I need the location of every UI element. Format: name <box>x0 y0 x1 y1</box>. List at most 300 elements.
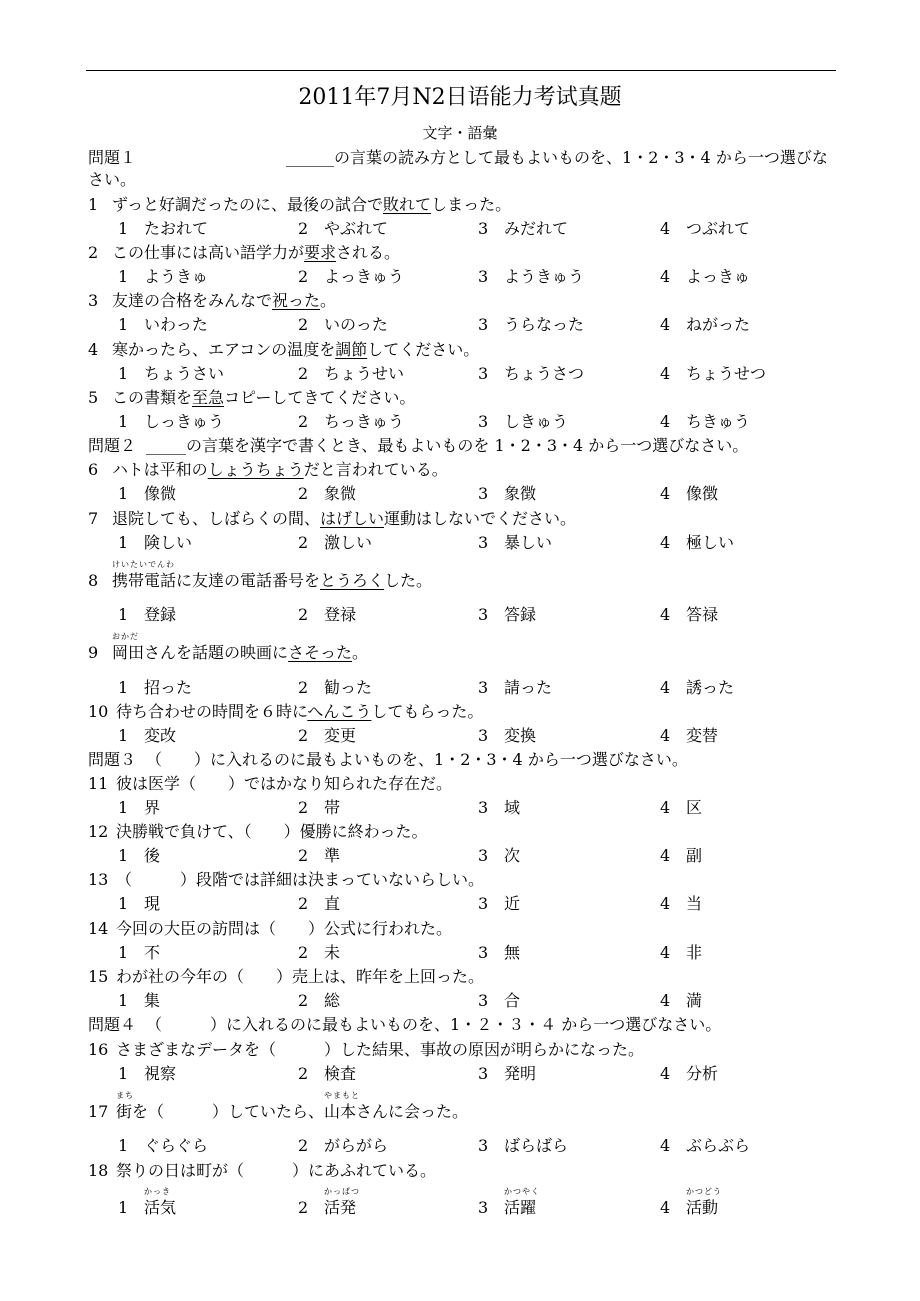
answer-option[interactable] <box>298 1135 388 1157</box>
answer-option[interactable] <box>478 725 536 747</box>
answer-option[interactable] <box>478 1187 540 1219</box>
option-number: 4 <box>660 605 671 624</box>
question-number: 14 <box>88 919 109 938</box>
option-number: 4 <box>660 484 671 503</box>
option-text: がらがら <box>324 1136 389 1155</box>
options-row <box>0 1187 920 1219</box>
section-label: 問題３ <box>88 750 137 769</box>
answer-option[interactable] <box>298 363 404 385</box>
answer-option[interactable] <box>478 942 520 964</box>
option-text: 区 <box>686 798 703 817</box>
option-text: 象微 <box>324 484 357 503</box>
question-text: さんを話題の映画に <box>144 643 289 662</box>
answer-option[interactable] <box>478 483 536 505</box>
answer-option[interactable] <box>118 1135 208 1157</box>
answer-option[interactable] <box>660 725 718 747</box>
option-number: 1 <box>118 364 129 383</box>
answer-option[interactable] <box>118 363 224 385</box>
option-number: 3 <box>478 991 489 1010</box>
section-text: （ ）に入れるのに最もよいものを、1・2・3・4 から一つ選びなさい。 <box>146 750 688 769</box>
ruby-base: 岡田 <box>112 643 145 662</box>
option-text: 無 <box>504 943 521 962</box>
option-number: 4 <box>660 364 671 383</box>
option-text: 請った <box>504 678 553 697</box>
answer-option[interactable] <box>298 990 340 1012</box>
question-number: 11 <box>88 774 109 793</box>
answer-option[interactable] <box>118 1187 177 1219</box>
question-number: 18 <box>88 1161 109 1180</box>
question-text: 彼は医学（ ）ではかなり知られた存在だ。 <box>116 774 453 793</box>
option-text: みだれて <box>504 219 569 238</box>
option-text: いのった <box>324 315 388 334</box>
question-6 <box>88 459 834 481</box>
question-number: 4 <box>88 340 99 359</box>
options-row <box>0 1063 920 1085</box>
option-number: 1 <box>118 678 129 697</box>
question-text: ずっと好調だったのに、最後の試合で <box>112 195 384 214</box>
option-number: 3 <box>478 533 489 552</box>
option-number: 4 <box>660 943 671 962</box>
option-text: 変換 <box>504 726 537 745</box>
option-number: 4 <box>660 267 671 286</box>
question-number: 5 <box>88 388 99 407</box>
question-text: わが社の今年の（ ）売上は、昨年を上回った。 <box>116 967 485 986</box>
option-text: 後 <box>144 846 161 865</box>
answer-option[interactable] <box>660 483 718 505</box>
options-row <box>0 990 920 1012</box>
options-row <box>0 604 920 626</box>
option-number: 2 <box>298 267 309 286</box>
option-text: 険しい <box>144 533 193 552</box>
answer-option[interactable] <box>660 218 750 240</box>
option-number: 4 <box>660 726 671 745</box>
target-word: 要求 <box>304 243 337 262</box>
option-text: ちょうせい <box>324 364 405 383</box>
option-number: 4 <box>660 412 671 431</box>
options-row <box>0 363 920 385</box>
answer-option[interactable] <box>298 218 388 240</box>
answer-option[interactable] <box>660 363 766 385</box>
option-number: 3 <box>478 726 489 745</box>
option-text: いわった <box>144 315 208 334</box>
answer-option[interactable] <box>660 532 734 554</box>
answer-option[interactable] <box>478 266 584 288</box>
option-text: 集 <box>144 991 161 1010</box>
option-number: 2 <box>298 943 309 962</box>
option-text: ぶらぶら <box>686 1136 751 1155</box>
answer-option[interactable] <box>298 1063 356 1085</box>
question-5 <box>88 387 834 409</box>
option-text: 登録 <box>144 605 177 624</box>
question-7 <box>88 508 834 530</box>
answer-option[interactable] <box>298 725 356 747</box>
page-title: 2011年7月N2日语能力考试真题 <box>298 85 622 110</box>
answer-option[interactable] <box>118 845 160 867</box>
option-text: 変替 <box>686 726 719 745</box>
option-text: ばらばら <box>504 1136 569 1155</box>
option-number: 4 <box>660 1136 671 1155</box>
furigana: けいたいでんわ <box>112 560 175 569</box>
question-text: この仕事には高い語学力が <box>112 243 305 262</box>
option-number: 3 <box>478 219 489 238</box>
furigana: かっぱつ <box>324 1187 360 1196</box>
question-number: 17 <box>88 1102 109 1121</box>
option-text: 暴しい <box>504 533 553 552</box>
answer-option[interactable] <box>298 532 372 554</box>
option-text: 分析 <box>686 1064 719 1083</box>
answer-option[interactable] <box>298 1187 360 1219</box>
option-number: 3 <box>478 943 489 962</box>
question-text: に友達の電話番号を <box>176 571 321 590</box>
answer-option[interactable] <box>478 893 520 915</box>
question-text: 友達の合格をみんなで <box>112 291 273 310</box>
option-number: 3 <box>478 894 489 913</box>
question-2 <box>88 242 834 264</box>
answer-option[interactable] <box>118 942 160 964</box>
question-text: 決勝戦で負けて、（ ）優勝に終わった。 <box>116 822 428 841</box>
question-9 <box>88 632 834 664</box>
answer-option[interactable] <box>660 1135 750 1157</box>
options-row <box>0 218 920 240</box>
option-text: ちきゅう <box>686 412 751 431</box>
answer-option[interactable] <box>478 990 520 1012</box>
option-number: 4 <box>660 846 671 865</box>
section-text: （ ）に入れるのに最もよいものを、1・２・３・４ から一つ選びなさい。 <box>146 1015 722 1034</box>
option-text: 次 <box>504 846 521 865</box>
option-number: 4 <box>660 991 671 1010</box>
question-text-end: 。 <box>352 643 369 662</box>
answer-option[interactable] <box>478 1135 568 1157</box>
option-number: 4 <box>660 894 671 913</box>
answer-option[interactable] <box>298 266 404 288</box>
section-label: 問題１ <box>88 148 137 167</box>
answer-option[interactable] <box>478 218 568 240</box>
options-row <box>0 893 920 915</box>
furigana: かつどう <box>686 1187 722 1196</box>
question-number: 13 <box>88 870 109 889</box>
question-number: 2 <box>88 243 99 262</box>
answer-option[interactable] <box>478 604 536 626</box>
option-number: 2 <box>298 219 309 238</box>
target-word: 至急 <box>192 388 225 407</box>
question-16 <box>88 1039 834 1061</box>
option-text: うらなった <box>504 315 585 334</box>
option-number: 1 <box>118 1064 129 1083</box>
answer-option[interactable] <box>298 797 340 819</box>
option-number: 2 <box>298 894 309 913</box>
option-text: 非 <box>686 943 703 962</box>
option-number: 3 <box>478 605 489 624</box>
option-number: 1 <box>118 846 129 865</box>
option-text <box>504 1187 540 1219</box>
answer-option[interactable] <box>660 1187 722 1219</box>
answer-option[interactable] <box>478 363 584 385</box>
answer-option[interactable] <box>118 677 192 699</box>
option-text: 像微 <box>144 484 177 503</box>
question-text-end: してもらった。 <box>371 702 484 721</box>
option-text: ちょうさつ <box>504 364 585 383</box>
ruby-base: 街 <box>116 1102 133 1121</box>
option-text: 合 <box>504 991 521 1010</box>
question-text: さまざまなデータを（ ）した結果、事故の原因が明らかになった。 <box>116 1040 645 1059</box>
option-text: 不 <box>144 943 161 962</box>
answer-option[interactable] <box>660 677 734 699</box>
answer-option[interactable] <box>118 218 208 240</box>
answer-option[interactable] <box>478 1063 536 1085</box>
option-text: 像徴 <box>686 484 719 503</box>
top-rule <box>86 70 836 71</box>
question-text: （ ）段階では詳細は決まっていないらしい。 <box>116 870 485 889</box>
section-label: 問題２ <box>88 436 137 455</box>
target-word: へんこう <box>307 702 372 721</box>
question-text: ハトは平和の <box>112 460 208 479</box>
option-text: 副 <box>686 846 703 865</box>
ruby-base: 活気 <box>144 1198 177 1217</box>
question-text: 待ち合わせの時間を６時に <box>116 702 308 721</box>
options-row <box>0 532 920 554</box>
answer-option[interactable] <box>660 990 702 1012</box>
target-word: 調節 <box>335 340 368 359</box>
section-instruction <box>88 1014 834 1036</box>
option-text: 未 <box>324 943 341 962</box>
options-row <box>0 1135 920 1157</box>
option-text: 総 <box>324 991 341 1010</box>
answer-option[interactable] <box>298 845 340 867</box>
question-number: 15 <box>88 967 109 986</box>
section-text: の言葉の読み方として最もよいものを、1・2・3・4 から一つ選びなさい。 <box>88 148 828 189</box>
ruby-word <box>324 1091 361 1123</box>
answer-option[interactable] <box>298 677 372 699</box>
answer-option[interactable] <box>118 411 224 433</box>
option-text: 視察 <box>144 1064 177 1083</box>
furigana: かっき <box>144 1187 171 1196</box>
option-text: 直 <box>324 894 341 913</box>
option-text: 答禄 <box>686 605 719 624</box>
answer-option[interactable] <box>660 314 750 336</box>
option-text: 検査 <box>324 1064 357 1083</box>
section-instruction <box>88 749 834 771</box>
option-number: 1 <box>118 1136 129 1155</box>
option-number: 2 <box>298 1064 309 1083</box>
option-text: たおれて <box>144 219 209 238</box>
answer-option[interactable] <box>478 845 520 867</box>
options-row <box>0 797 920 819</box>
option-text: 満 <box>686 991 703 1010</box>
option-number: 1 <box>118 315 129 334</box>
target-word: さそった <box>288 643 353 662</box>
options-row <box>0 314 920 336</box>
answer-option[interactable] <box>660 1063 718 1085</box>
target-word: 祝った <box>272 291 321 310</box>
option-number: 4 <box>660 1064 671 1083</box>
ruby-base: 携帯電話 <box>112 571 177 590</box>
answer-option[interactable] <box>660 604 718 626</box>
option-number: 2 <box>298 678 309 697</box>
question-text-end: コピーしてきてください。 <box>224 388 416 407</box>
answer-option[interactable] <box>660 893 702 915</box>
option-number: 1 <box>118 894 129 913</box>
question-number: 16 <box>88 1040 109 1059</box>
answer-option[interactable] <box>660 266 750 288</box>
option-text: 域 <box>504 798 521 817</box>
question-number: 8 <box>88 571 99 590</box>
question-14 <box>88 918 834 940</box>
question-18 <box>88 1160 834 1182</box>
option-text: 答録 <box>504 605 537 624</box>
question-text: 今回の大臣の訪問は（ ）公式に行われた。 <box>116 919 453 938</box>
option-text: ようきゅ <box>144 267 209 286</box>
option-number: 3 <box>478 1136 489 1155</box>
option-text: 帯 <box>324 798 341 817</box>
option-text <box>144 1187 177 1219</box>
ruby-word <box>116 1091 134 1123</box>
option-number: 3 <box>478 364 489 383</box>
options-row <box>0 942 920 964</box>
option-number: 4 <box>660 219 671 238</box>
answer-option[interactable] <box>118 314 208 336</box>
blank-marker: _____ <box>146 436 187 455</box>
option-text: しっきゅう <box>144 412 225 431</box>
furigana: かつやく <box>504 1187 540 1196</box>
answer-option[interactable] <box>660 797 702 819</box>
option-text: しきゅう <box>504 412 569 431</box>
option-number: 3 <box>478 267 489 286</box>
answer-option[interactable] <box>118 893 160 915</box>
option-number: 1 <box>118 943 129 962</box>
question-1 <box>88 194 834 216</box>
option-text: 象徴 <box>504 484 537 503</box>
question-10 <box>88 701 834 723</box>
answer-option[interactable] <box>478 677 552 699</box>
answer-option[interactable] <box>298 483 356 505</box>
question-text-end: される。 <box>336 243 401 262</box>
question-text: 退院しても、しばらくの間、 <box>112 509 321 528</box>
option-number: 2 <box>298 412 309 431</box>
answer-option[interactable] <box>118 532 192 554</box>
options-row <box>0 725 920 747</box>
section-label: 問題４ <box>88 1015 137 1034</box>
ruby-word <box>112 560 177 592</box>
question-text: を（ ）していたら、 <box>132 1102 325 1121</box>
question-12 <box>88 821 834 843</box>
answer-option[interactable] <box>118 266 208 288</box>
options-row <box>0 845 920 867</box>
option-number: 4 <box>660 678 671 697</box>
ruby-word <box>112 632 145 664</box>
option-text <box>324 1187 360 1219</box>
question-text-end: だと言われている。 <box>303 460 448 479</box>
option-text: 激しい <box>324 533 373 552</box>
question-text: 祭りの日は町が（ ）にあふれている。 <box>116 1161 437 1180</box>
question-number: 12 <box>88 822 109 841</box>
question-text-end: 。 <box>320 291 337 310</box>
option-text: やぶれて <box>324 219 389 238</box>
answer-option[interactable] <box>298 314 388 336</box>
option-text: ちょうさい <box>144 364 225 383</box>
option-number: 2 <box>298 846 309 865</box>
question-number: 9 <box>88 643 99 662</box>
option-number: 3 <box>478 1064 489 1083</box>
option-text: 当 <box>686 894 703 913</box>
answer-option[interactable] <box>478 797 520 819</box>
option-text: つぶれて <box>686 219 751 238</box>
option-number: 2 <box>298 991 309 1010</box>
option-text <box>686 1187 722 1219</box>
option-text: 変更 <box>324 726 357 745</box>
answer-option[interactable] <box>298 893 340 915</box>
answer-option[interactable] <box>660 411 750 433</box>
answer-option[interactable] <box>478 314 584 336</box>
question-text-end: しまった。 <box>431 195 512 214</box>
option-number: 2 <box>298 315 309 334</box>
section-instruction <box>88 147 834 191</box>
answer-option[interactable] <box>660 942 702 964</box>
question-17 <box>88 1091 834 1123</box>
question-text: この書類を <box>112 388 193 407</box>
option-number: 4 <box>660 1198 671 1217</box>
option-number: 2 <box>298 798 309 817</box>
furigana: やまもと <box>324 1091 361 1100</box>
answer-option[interactable] <box>118 604 176 626</box>
option-text: 準 <box>324 846 341 865</box>
ruby-base: 山本 <box>324 1102 357 1121</box>
question-4 <box>88 339 834 361</box>
answer-option[interactable] <box>478 411 568 433</box>
question-8 <box>88 560 834 592</box>
question-number: 3 <box>88 291 99 310</box>
question-text-end: さんに会った。 <box>356 1102 469 1121</box>
ruby-base: 活躍 <box>504 1198 537 1217</box>
section-instruction <box>88 435 834 457</box>
question-11 <box>88 773 834 795</box>
option-number: 1 <box>118 533 129 552</box>
question-number: 10 <box>88 702 109 721</box>
option-text: 現 <box>144 894 161 913</box>
option-text: よっきゅ <box>686 267 751 286</box>
target-word: しょうちょう <box>207 460 304 479</box>
answer-option[interactable] <box>118 990 160 1012</box>
answer-option[interactable] <box>118 725 176 747</box>
option-text: ぐらぐら <box>144 1136 209 1155</box>
question-text-end: してください。 <box>367 340 480 359</box>
options-row <box>0 483 920 505</box>
option-number: 3 <box>478 1198 489 1217</box>
question-3 <box>88 290 834 312</box>
option-number: 1 <box>118 1198 129 1217</box>
answer-option[interactable] <box>298 411 404 433</box>
question-text-end: した。 <box>384 571 433 590</box>
question-text-end: 運動はしないでください。 <box>384 509 577 528</box>
option-text: 界 <box>144 798 161 817</box>
answer-option[interactable] <box>660 845 702 867</box>
blank-marker: ______ <box>286 148 335 167</box>
option-number: 4 <box>660 315 671 334</box>
answer-option[interactable] <box>298 942 340 964</box>
option-text: ねがった <box>686 315 751 334</box>
option-number: 2 <box>298 364 309 383</box>
option-number: 2 <box>298 1198 309 1217</box>
ruby-base: 活動 <box>686 1198 719 1217</box>
answer-option[interactable] <box>298 604 356 626</box>
option-text: ちょうせつ <box>686 364 767 383</box>
answer-option[interactable] <box>118 483 176 505</box>
answer-option[interactable] <box>478 532 552 554</box>
answer-option[interactable] <box>118 797 160 819</box>
option-number: 1 <box>118 267 129 286</box>
option-number: 1 <box>118 726 129 745</box>
question-number: 6 <box>88 460 99 479</box>
answer-option[interactable] <box>118 1063 176 1085</box>
